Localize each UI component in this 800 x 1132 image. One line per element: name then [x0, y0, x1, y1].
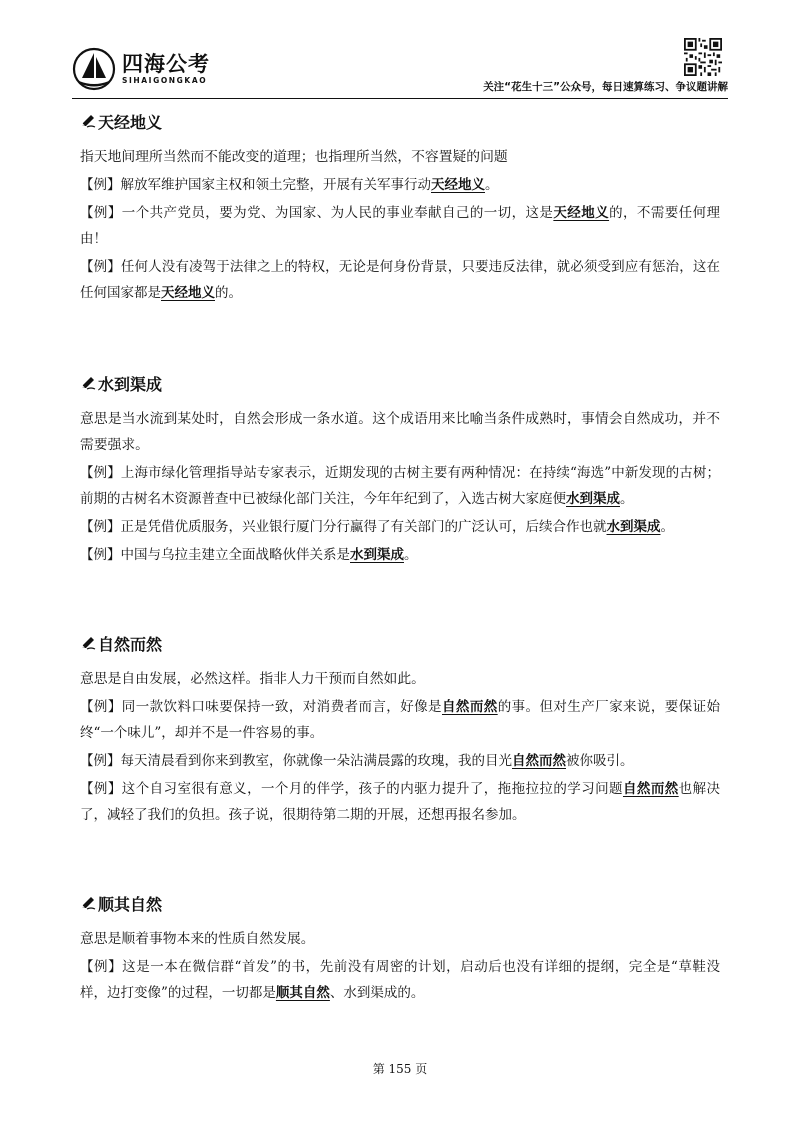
example-text: 【例】一个共产党员，要为党、为国家、为人民的事业奉献自己的一切，这是	[80, 205, 554, 221]
pen-icon	[80, 113, 96, 129]
example	[80, 254, 720, 306]
idiom-section	[80, 106, 720, 306]
example-text: 、水到渠成的。	[329, 985, 425, 1001]
pen-icon	[80, 375, 96, 391]
section-title-text: 顺其自然	[98, 894, 163, 914]
example-text: 。	[485, 177, 499, 193]
example-text: 【例】任何人没有凌驾于法律之上的特权，无论是何身份背景，只要违反法律，就必须受到应有惩治，这在任何国家都是	[80, 259, 720, 301]
section-spacer	[80, 828, 720, 888]
idiom-section	[80, 628, 720, 828]
page-number: 第 155 页	[372, 1062, 428, 1076]
definition: 意思是当水流到某处时，自然会形成一条水道。这个成语用来比喻当条件成熟时，事情会自然成功，并不需要强求。	[80, 411, 720, 453]
example	[80, 200, 720, 252]
example-text: 。	[660, 519, 674, 535]
example-text: 也解决了，减轻了我们的负担。孩子说，很期待第二期的开展，还想再报名参加。	[80, 781, 721, 823]
section-spacer	[80, 306, 720, 368]
example-text: 被你吸引。	[566, 753, 634, 769]
keyword: 水到渠成	[566, 491, 620, 507]
example	[80, 954, 720, 1006]
example-text: 。	[620, 491, 634, 507]
section-title	[80, 888, 720, 918]
section-title	[80, 628, 720, 658]
example-text: 【例】正是凭借优质服务，兴业银行厦门分行赢得了有关部门的广泛认可，后续合作也就	[80, 519, 607, 535]
section-title-text: 水到渠成	[98, 374, 163, 394]
sailboat-logo-icon	[72, 47, 116, 91]
header-divider	[72, 98, 728, 99]
page-content	[80, 106, 720, 1006]
example	[80, 694, 720, 746]
example-text: 【例】每天清晨看到你来到教室，你就像一朵沾满晨露的玫瑰，我的目光	[80, 753, 512, 769]
qr-code-icon	[684, 38, 722, 76]
header-slogan: 关注“花生十三”公众号，每日速算练习、争议题讲解	[483, 81, 728, 93]
logo-subtitle: SIHAIGONGKAO	[122, 76, 208, 85]
keyword: 天经地义	[431, 177, 485, 193]
example-text: 【例】这个自习室很有意义，一个月的伴学，孩子的内驱力提升了，拖拖拉拉的学习问题	[80, 781, 623, 797]
example	[80, 542, 720, 568]
example-text: 【例】中国与乌拉圭建立全面战略伙伴关系是	[80, 547, 350, 563]
section-spacer	[80, 568, 720, 628]
idiom-section	[80, 888, 720, 1006]
section-title-text: 天经地义	[98, 112, 163, 132]
idiom-section	[80, 368, 720, 568]
example-text: 【例】这是一本在微信群“首发”的书，先前没有周密的计划，启动后也没有详细的提纲，完全是“草鞋没样，边打变像”的过程，一切都是	[80, 959, 720, 1001]
keyword: 天经地义	[553, 205, 610, 221]
example-text: 。	[404, 547, 418, 563]
section-title	[80, 106, 720, 136]
example-text: 的事。但对生产厂家来说，要保证始终“一个味儿”，却并不是一件容易的事。	[80, 699, 721, 741]
example-text: 【例】同一款饮料口味要保持一致，对消费者而言，好像是	[80, 699, 442, 715]
example	[80, 514, 720, 540]
pen-icon	[80, 635, 96, 651]
definition: 意思是自由发展，必然这样。指非人力干预而自然如此。	[80, 671, 425, 687]
example	[80, 748, 720, 774]
keyword: 水到渠成	[350, 547, 404, 563]
section-title-text: 自然而然	[98, 634, 163, 654]
keyword: 自然而然	[622, 781, 679, 797]
pen-icon	[80, 895, 96, 911]
keyword: 自然而然	[441, 699, 498, 715]
example-text: 【例】上海市绿化管理指导站专家表示，近期发现的古树主要有两种情况：在持续“海选”中新发现的古树；前期的古树名木资源普查中已被绿化部门关注，今年年纪到了，入选古树大家庭便	[80, 465, 720, 507]
page-header	[72, 38, 728, 102]
keyword: 天经地义	[161, 285, 215, 301]
keyword: 自然而然	[512, 753, 566, 769]
keyword: 顺其自然	[275, 985, 330, 1001]
definition: 意思是顺着事物本来的性质自然发展。	[80, 931, 315, 947]
example	[80, 460, 720, 512]
keyword: 水到渠成	[606, 519, 661, 535]
example	[80, 172, 720, 198]
example-text: 的。	[215, 285, 242, 301]
section-title	[80, 368, 720, 398]
example-text: 的，不需要任何理由！	[80, 205, 721, 247]
definition: 指天地间理所当然而不能改变的道理；也指理所当然，不容置疑的问题	[80, 149, 508, 165]
example	[80, 776, 720, 828]
example-text: 【例】解放军维护国家主权和领土完整，开展有关军事行动	[80, 177, 431, 193]
logo-title: 四海公考	[122, 52, 210, 76]
logo	[72, 46, 210, 92]
